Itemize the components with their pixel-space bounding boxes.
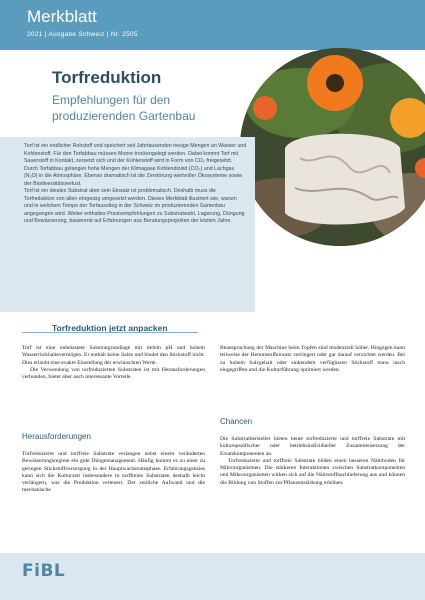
herausforderungen-text [22,451,205,495]
chancen-paragraph-1: Die Substrathersteller bieten heute torfreduzierte und torffreie Substrate mit kulturspezifischer oder betriebsindividueller Zusammensetzung der Ersatzkomponenten an. [220,436,405,457]
section-paragraph-2: Die Verwendung von torfreduzierten Substraten ist mit Herausforderungen verbunden, bietet aber auch interessante Vorteile. [22,366,205,381]
fibl-logo: FiBL [22,561,66,581]
section-divider [22,332,198,333]
hero-photo [240,48,425,246]
right-column-top [220,345,405,374]
intro-text [24,143,247,226]
intro-paragraph-2: Torf ist ein ideales Substrat aber sein Einsatz ist problematisch. Deshalb muss die Torfreduktion von allen ehrgeizig umgesetzt werden. Dieses Merkblatt illustriert wie, warum und in welchem Tempo der Torfausstieg in der Schweiz im produzierenden Gartenbau angegangen wird. Weiter enthaltes Praxisempfehlungen zu Substratwahl, Lagerung, Düngung und Bewässerung, basierend auf Erfahrungen aus Beratungsprojekten der letzten Jahre. [24,188,245,225]
page-subtitle: Empfehlungen für den produzierenden Gartenbau [52,93,196,123]
plant-root-ball-illustration [240,48,425,246]
chancen-paragraph-2: Torfreduzierte und torffreie Substrate bilden einen besseren Nährboden für Mikroorganismen. Die stärkeren Interaktionen zwischen Substratkomponenten und Mikroorganismen wirken sich auf die Nährstoffnachlieferung aus und können die Bildung von Stoffen zur Pflanzenstärkung erhöhen. [220,457,405,486]
series-label: Merkblatt [27,7,97,26]
heading-herausforderungen: Herausforderungen [22,432,91,441]
herausforderungen-paragraph-2: Beanspruchung der Maschine beim Topfen sind tendenziell höher. Hingegen kann teilweise der Hemmstoffeinsatz verringert oder gar darauf verzichtet werden. Bei zu hohem Salzgehalt oder sinkendem verfügbaren Stickstoff muss rasch eingegriffen und die Kulturführung optimiert werden. [220,345,405,373]
section-paragraph-1: Torf ist eine unbelastete Substratgrundlage mit tiefem pH und hohem Wasserrückhaltevermögen. Er enthält keine Salze und bindet den Stickstoff nicht. Dies erlaubt eine exakte Einstellung der erwünschten Werte. [22,345,205,366]
issue-meta: 2021 | Ausgabe Schweiz | Nr. 2505 [27,31,138,38]
intro-paragraph-1: Torf ist ein endlicher Rohstoff und speichert seit Jahrtausenden riesige Mengen an Wasser und Kohlenstoff. Für den Torfabbau müssen Moore trockengelegt werden. Dabei kommt Torf mit Sauerstoff in Kontakt, zersetzt sich und der Kohlenstoff wird in Form von CO₂ freigesetzt. Durch Torfabbau gelangen hohe Mengen der Klimagase Kohlendioxid (CO₂) und Lachgas (N₂O) in die Atmosphäre. Ebenso dramatisch ist die Zerstörung wertvoller Ökosysteme sowie der Biodiversitätsverlust. [24,143,247,187]
page-title: Torfreduktion [52,68,162,87]
heading-chancen: Chancen [220,417,253,426]
left-column-top [22,345,205,381]
section-heading: Torfreduktion jetzt anpacken [52,323,168,333]
chancen-text [220,436,405,487]
herausforderungen-paragraph-1: Torfreduzierte und torffreie Substrate verlangen nebst einem veränderten Bewässerungsregime ein gute Düngemanagement. Häufig kommt es zu einer zu geringen Stickstoffversorgung in der Hauptwachstumsphase. Erfahrungsgemäss kann sich die Kulturzeit insbesondere in torffreien Substraten deshalb leicht verlängern, was die Produktion verteuert. Der zeitliche Aufwand und die mechanische [22,451,205,494]
